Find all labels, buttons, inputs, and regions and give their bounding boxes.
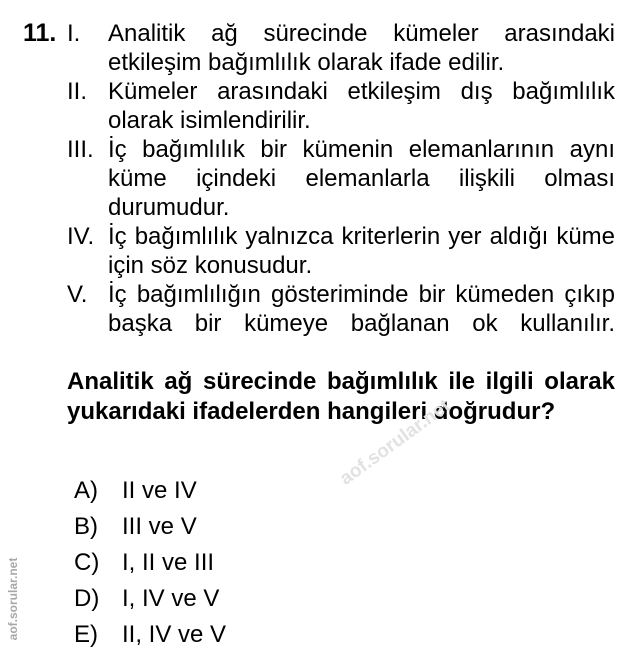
statement-5 <box>67 280 615 338</box>
statement-numeral: II. <box>67 78 88 105</box>
option-text: III ve V <box>122 513 197 540</box>
option-letter: C) <box>74 549 100 576</box>
answer-options <box>74 476 226 656</box>
statement-text: Kümeler arasındaki etkileşim dış bağımlılık olarak isimlendirilir. <box>108 78 615 134</box>
statement-3 <box>67 135 615 222</box>
option-c[interactable] <box>74 548 226 584</box>
statement-4 <box>67 222 615 280</box>
option-text: II ve IV <box>122 477 197 504</box>
option-d[interactable] <box>74 584 226 620</box>
option-text: I, IV ve V <box>122 585 220 612</box>
option-letter: B) <box>74 513 98 540</box>
statement-numeral: I. <box>67 20 81 47</box>
side-watermark: aof.sorular.net <box>6 557 20 641</box>
option-letter: E) <box>74 621 98 648</box>
statement-numeral: IV. <box>67 223 95 250</box>
statement-list <box>67 19 615 338</box>
statement-numeral: III. <box>67 136 94 163</box>
statement-text: İç bağımlılık bir kümenin elemanlarının aynı küme içindeki elemanlarla ilişkili olması durumudur. <box>108 136 615 221</box>
statement-text: Analitik ağ sürecinde kümeler arasındaki etkileşim bağımlılık olarak ifade edilir. <box>108 20 615 76</box>
option-e[interactable] <box>74 620 226 656</box>
option-text: II, IV ve V <box>122 621 227 648</box>
statement-text: İç bağımlılığın gösteriminde bir kümeden çıkıp başka bir kümeye bağlanan ok kullanılır. <box>108 281 615 337</box>
option-a[interactable] <box>74 476 226 512</box>
option-letter: A) <box>74 477 98 504</box>
statement-numeral: V. <box>67 281 88 308</box>
statement-2 <box>67 77 615 135</box>
question-number: 11. <box>23 19 57 47</box>
option-letter: D) <box>74 585 100 612</box>
watermark: aof.sorular.net <box>336 395 455 490</box>
option-text: I, II ve III <box>122 549 215 576</box>
question-prompt: Analitik ağ sürecinde bağımlılık ile ilgili olarak yukarıdaki ifadelerden hangileri doğrudur? <box>67 368 615 425</box>
statement-1 <box>67 19 615 77</box>
option-b[interactable] <box>74 512 226 548</box>
statement-text: İç bağımlılık yalnızca kriterlerin yer aldığı küme için söz konusudur. <box>108 223 615 279</box>
